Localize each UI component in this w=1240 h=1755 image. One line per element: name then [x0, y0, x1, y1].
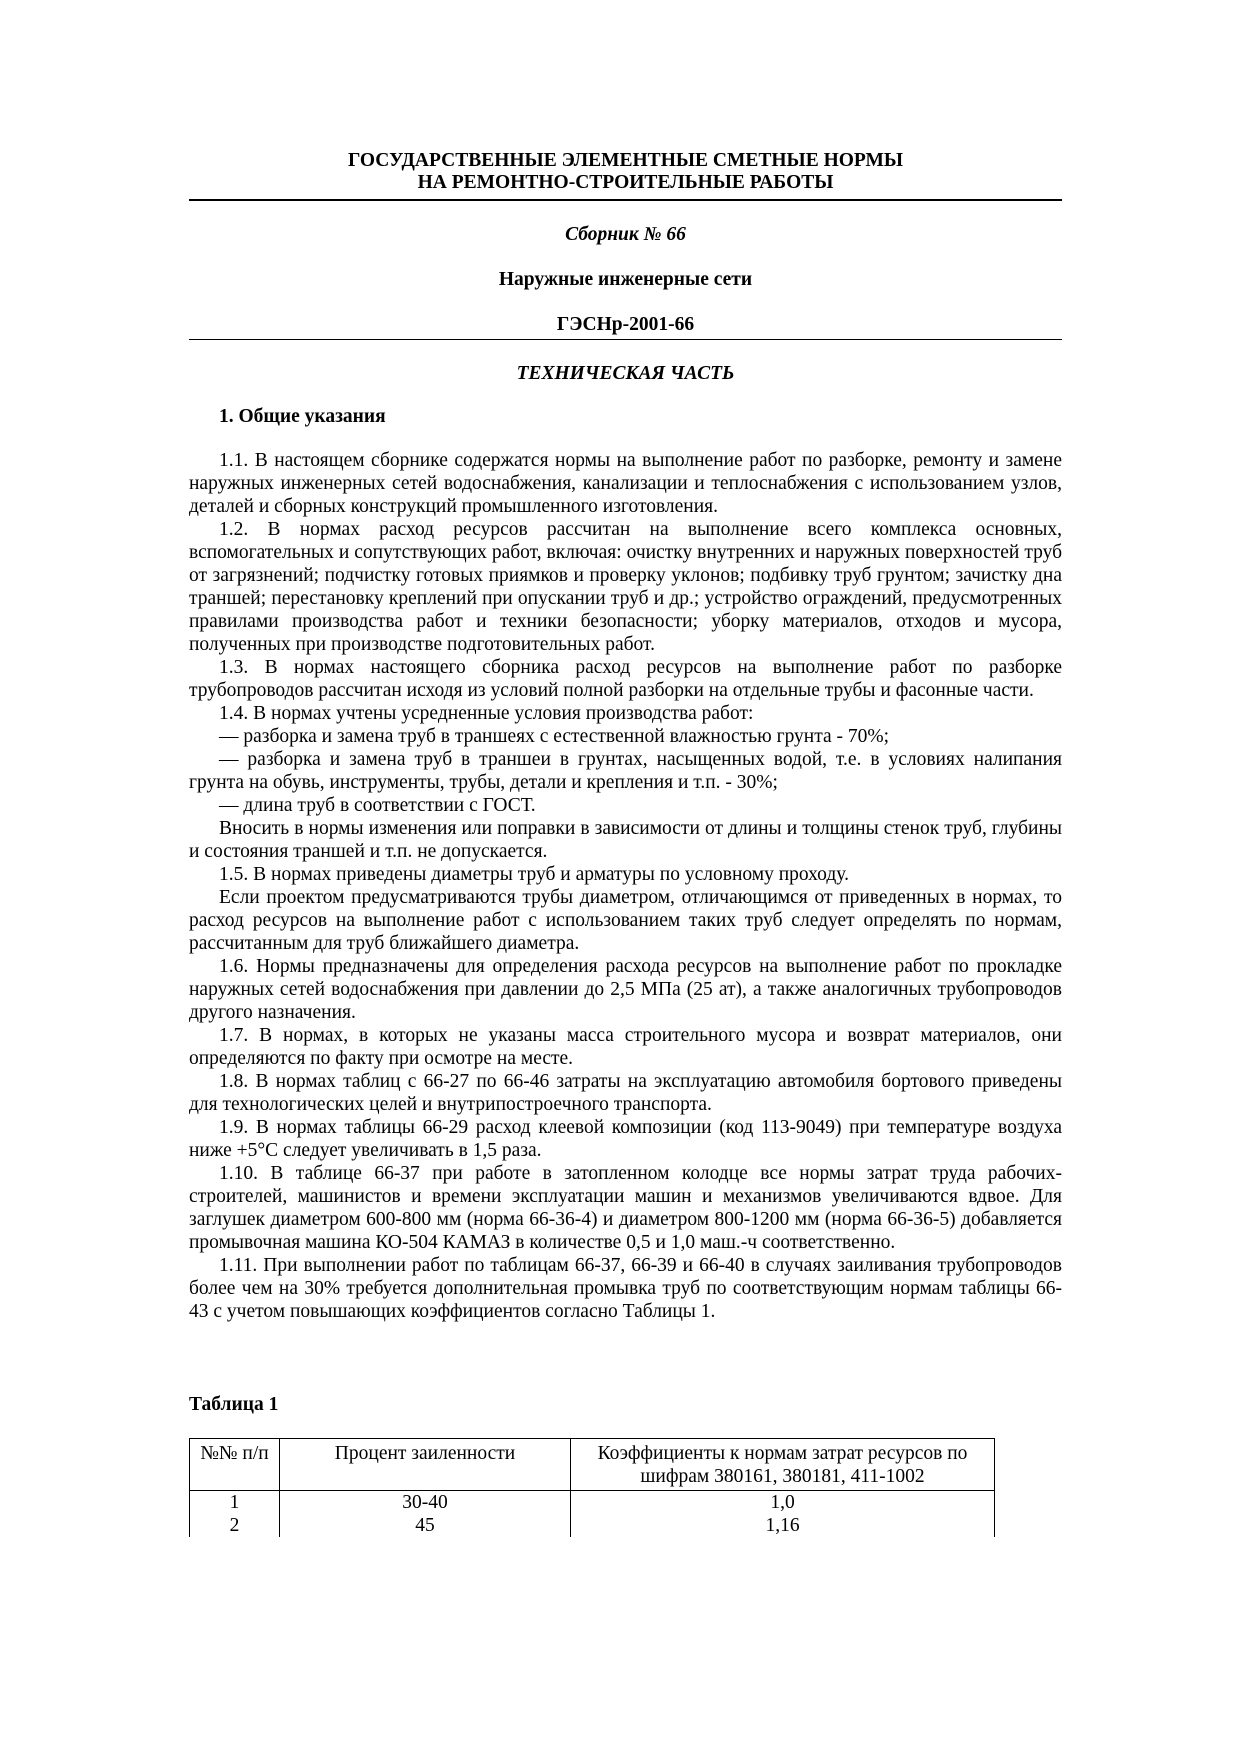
- cell-silting: 45: [280, 1514, 571, 1537]
- cell-silting: 30-40: [280, 1491, 571, 1515]
- collection-number: Сборник № 66: [565, 224, 686, 245]
- technical-part-heading: ТЕХНИЧЕСКАЯ ЧАСТЬ: [516, 363, 735, 384]
- table-header-row: [190, 1439, 995, 1491]
- paragraph-1-9: 1.9. В нормах таблицы 66-29 расход клеевой композиции (код 113-9049) при температуре воздуха ниже +5°С следует увеличивать в 1,5 раза.: [189, 1117, 1062, 1161]
- paragraph-1-8: 1.8. В нормах таблиц с 66-27 по 66-46 затраты на эксплуатацию автомобиля бортового приведены для технологических целей и внутрипостроечного транспорта.: [189, 1071, 1062, 1115]
- paragraph-1-3: 1.3. В нормах настоящего сборника расход ресурсов на выполнение работ по разборке трубопроводов рассчитан исходя из условий полной разборки на отдельные трубы и фасонные части.: [189, 657, 1062, 701]
- document-title: [189, 150, 1062, 194]
- paragraph-1-11: 1.11. При выполнении работ по таблицам 66-37, 66-39 и 66-40 в случаях заиливания трубопроводов более чем на 30% требуется дополнительная промывка труб по соответствующим нормам таблицы 66-43 с учетом повышающих коэффициентов согласно Таблицы 1.: [189, 1255, 1062, 1322]
- paragraph-1-7: 1.7. В нормах, в которых не указаны масса строительного мусора и возврат материалов, они определяются по факту при осмотре на месте.: [189, 1025, 1062, 1069]
- list-item-1: — разборка и замена труб в траншеях с естественной влажностью грунта - 70%;: [219, 726, 890, 747]
- title-line-1: ГОСУДАРСТВЕННЫЕ ЭЛЕМЕНТНЫЕ СМЕТНЫЕ НОРМЫ: [347, 150, 904, 171]
- list-item-2: — разборка и замена труб в траншеи в грунтах, насыщенных водой, т.е. в условиях налипания грунта на обувь, инструменты, трубы, детали и крепления и т.п. - 30%;: [189, 749, 1062, 793]
- paragraph-1-5: 1.5. В нормах приведены диаметры труб и арматуры по условному проходу.: [219, 864, 849, 885]
- collection-subtitle: Наружные инженерные сети: [498, 269, 753, 290]
- list-item-3: — длина труб в соответствии с ГОСТ.: [219, 795, 536, 816]
- table-row: [190, 1514, 995, 1537]
- paragraph-1-1: 1.1. В настоящем сборнике содержатся нормы на выполнение работ по разборке, ремонту и замене наружных инженерных сетей водоснабжения, канализации и теплоснабжения с использованием узлов, деталей и сборных конструкций промышленного изготовления.: [189, 450, 1062, 517]
- paragraph-1-6: 1.6. Нормы предназначены для определения расхода ресурсов на выполнение работ по прокладке наружных сетей водоснабжения при давлении до 2,5 МПа (25 ат), а также аналогичных трубопроводов другого назначения.: [189, 956, 1062, 1023]
- paragraph-1-10: 1.10. В таблице 66-37 при работе в затопленном колодце все нормы затрат труда рабочих-строителей, машинистов и времени эксплуатации машин и механизмов увеличиваются вдвое. Для заглушек диаметром 600-800 мм (норма 66-36-4) и диаметром 800-1200 мм (норма 66-36-5) добавляется промывочная машина КО-504 КАМАЗ в количестве 0,5 и 1,0 маш.-ч соответственно.: [189, 1163, 1062, 1253]
- coefficient-table: [189, 1438, 995, 1537]
- document-content: [189, 150, 1062, 1537]
- cell-coefficient: 1,16: [571, 1514, 995, 1537]
- section-heading: 1. Общие указания: [219, 406, 386, 427]
- title-line-2: НА РЕМОНТНО-СТРОИТЕЛЬНЫЕ РАБОТЫ: [417, 172, 834, 193]
- paragraphs: [189, 449, 1062, 1323]
- cell-coefficient: 1,0: [571, 1491, 995, 1515]
- title-rule: [189, 199, 1062, 201]
- header-silting-percent: Процент заиленности: [280, 1439, 571, 1491]
- table-row: [190, 1491, 995, 1515]
- cell-number: 1: [190, 1491, 280, 1515]
- paragraph-1-2: 1.2. В нормах расход ресурсов рассчитан на выполнение всего комплекса основных, вспомогательных и сопутствующих работ, включая: очистку внутренних и наружных поверхностей труб от загрязнений; подчистку готовых приямков и проверку уклонов; подбивку труб грунтом; зачистку дна траншей; перестановку креплений при опускании труб и др.; устройство ограждений, предусмотренных правилами производства работ и техники безопасности; уборку материалов, отходов и мусора, полученных при производстве подготовительных работ.: [189, 519, 1062, 655]
- code-rule: [189, 339, 1062, 340]
- collection-code: ГЭСНр-2001-66: [556, 314, 695, 335]
- cell-number: 2: [190, 1514, 280, 1537]
- header-coefficients: Коэффициенты к нормам затрат ресурсов по шифрам 380161, 380181, 411-1002: [571, 1439, 995, 1491]
- paragraph-1-5-note: Если проектом предусматриваются трубы диаметром, отличающимся от приведенных в нормах, то расход ресурсов на выполнение работ с использованием таких труб следует определять по нормам, рассчитанным для труб ближайшего диаметра.: [189, 887, 1062, 954]
- paragraph-1-4-note: Вносить в нормы изменения или поправки в зависимости от длины и толщины стенок труб, глубины и состояния траншей и т.п. не допускается.: [189, 818, 1062, 862]
- table-caption: Таблица 1: [189, 1394, 279, 1415]
- paragraph-1-4: 1.4. В нормах учтены усредненные условия производства работ:: [219, 703, 754, 724]
- header-number: №№ п/п: [190, 1439, 280, 1491]
